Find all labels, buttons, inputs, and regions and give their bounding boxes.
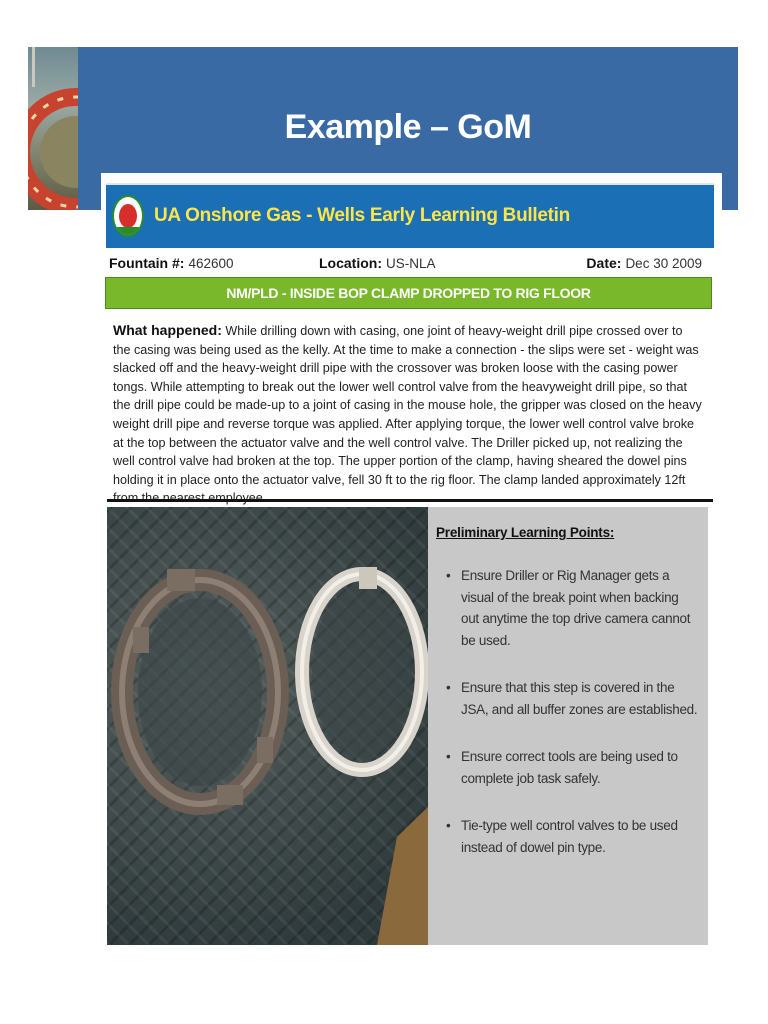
bulletin-document: [101, 173, 722, 973]
what-happened-label: What happened:: [113, 322, 222, 338]
learning-points-panel: [428, 507, 708, 945]
location-value: US-NLA: [386, 256, 436, 271]
learning-point: • Ensure Driller or Rig Manager gets a visual of the break point when backing out anytime the top drive camera cannot be used.: [448, 565, 698, 651]
what-happened-text: While drilling down with casing, one joint of heavy-weight drill pipe crossed over to the casing was being used as the kelly. At the time to make a connection - the slips were set - weight was slacked off and the heavy-weight drill pipe with the crossover was broken loose with the casing power tongs. While attempting to break out the lower well control valve from the heavyweight drill pipe, so that the drill pipe could be made-up to a joint of casing in the mouse hole, the gripper was closed on the heavy weight drill pipe and reverse torque was applied. After applying torque, the lower well control valve broke at the top between the actuator valve and the well control valve. The Driller picked up, not realizing the well control valve had broken at the top. The upper portion of the clamp, having sheared the dowel pins holding it in place onto the actuator valve, fell 30 ft to the rig floor. The clamp landed approximately 12ft: [113, 324, 702, 487]
fountain-value: 462600: [188, 256, 234, 271]
learning-points-title: Preliminary Learning Points:: [436, 525, 615, 540]
clamp-photo: [107, 507, 428, 945]
learning-point: • Ensure that this step is covered in the JSA, and all buffer zones are established.: [448, 677, 698, 720]
bulletin-info-row: [109, 255, 714, 275]
learning-points-list: [428, 565, 706, 884]
location-label: Location:: [319, 255, 382, 271]
bulletin-title: UA Onshore Gas - Wells Early Learning Bulletin: [154, 205, 570, 226]
learning-point: • Ensure correct tools are being used to complete job task safely.: [448, 746, 698, 789]
section-divider: [107, 499, 713, 502]
fountain-label: Fountain #:: [109, 255, 185, 271]
fountain-field: [109, 255, 234, 271]
learning-point: • Tie-type well control valves to be used instead of dowel pin type.: [448, 815, 698, 858]
date-value: Dec 30 2009: [625, 256, 702, 271]
date-label: Date:: [586, 255, 622, 271]
date-field: [586, 255, 702, 271]
bulletin-header: [106, 183, 714, 248]
company-logo-icon: [112, 195, 144, 237]
life-ring-photo: [28, 47, 78, 210]
incident-title-bar: NM/PLD - INSIDE BOP CLAMP DROPPED TO RIG FLOOR: [105, 277, 712, 309]
what-happened-section: [113, 321, 703, 508]
slide-title: Example – GoM: [284, 108, 532, 146]
location-field: [319, 255, 436, 271]
